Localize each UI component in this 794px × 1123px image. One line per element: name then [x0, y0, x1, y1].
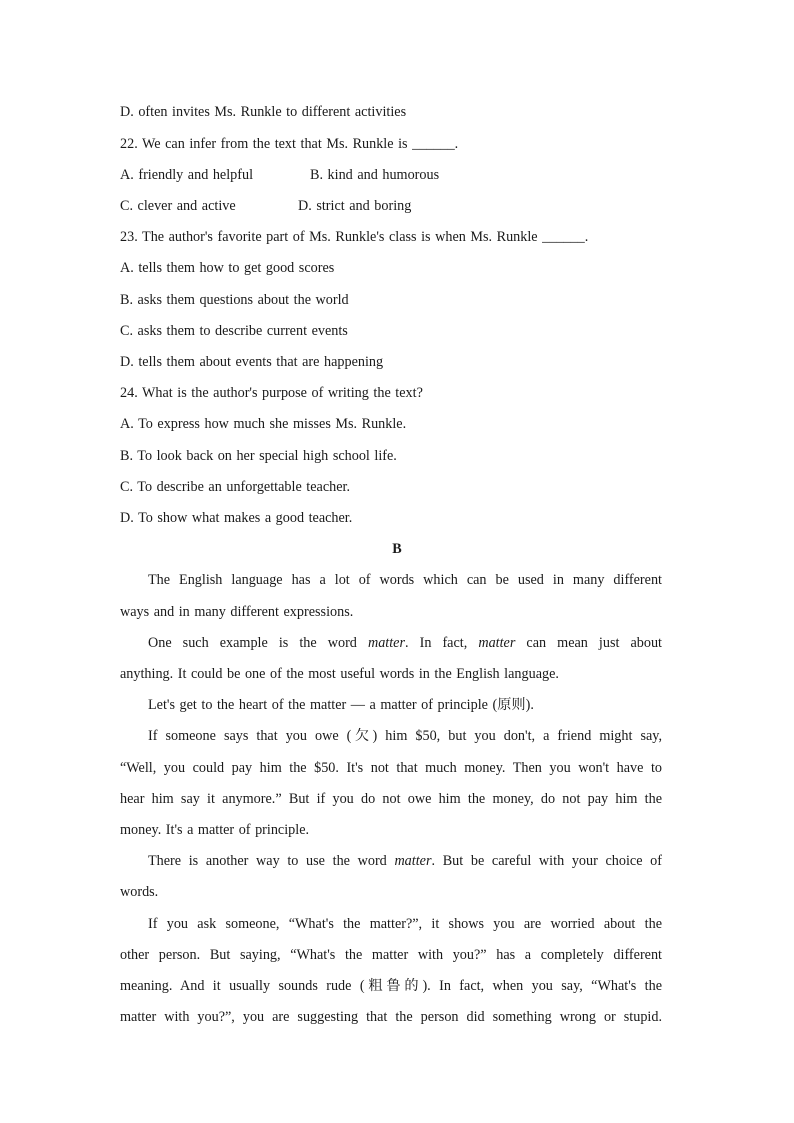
paragraph-line: If you ask someone, “What's the matter?”, it shows you are worried about the — [148, 916, 662, 932]
paragraph-line — [148, 633, 662, 653]
paragraph-line: meaning. And it usually sounds rude (粗鲁的). In fact, when you say, “What's the — [120, 978, 662, 994]
q23-option-c: C. asks them to describe current events — [120, 323, 348, 339]
q22-row-cd — [120, 196, 412, 216]
q22-option-d: D. strict and boring — [298, 198, 412, 214]
q22-row-ab — [120, 165, 440, 185]
italic-term: matter — [394, 853, 432, 869]
q23-option-b: B. asks them questions about the world — [120, 292, 349, 308]
paragraph-line — [148, 851, 662, 871]
section-heading: B — [392, 541, 402, 557]
paragraph-line: money. It's a matter of principle. — [120, 822, 310, 838]
paragraph-line: Let's get to the heart of the matter — a matter of principle (原则). — [148, 697, 534, 713]
paragraph-line: anything. It could be one of the most useful words in the English language. — [120, 666, 559, 682]
q21-option-d: D. often invites Ms. Runkle to different activities — [120, 104, 407, 120]
paragraph-line: other person. But saying, “What's the matter with you?” has a completely different — [120, 947, 662, 963]
text-run: One such example is the word — [148, 635, 368, 651]
q24-option-d: D. To show what makes a good teacher. — [120, 510, 353, 526]
q23-option-d: D. tells them about events that are happening — [120, 354, 384, 370]
paragraph-line: If someone says that you owe (欠) him $50, but you don't, a friend might say, — [148, 728, 662, 744]
q24-option-a: A. To express how much she misses Ms. Runkle. — [120, 416, 407, 432]
q22-option-a: A. friendly and helpful — [120, 167, 254, 183]
paragraph-line: hear him say it anymore.” But if you do not owe him the money, do not pay him the — [120, 791, 662, 807]
paragraph-line: ways and in many different expressions. — [120, 604, 354, 620]
italic-term: matter — [478, 635, 516, 651]
text-run: There is another way to use the word — [148, 853, 395, 869]
q24-option-c: C. To describe an unforgettable teacher. — [120, 479, 351, 495]
paragraph-line: matter with you?”, you are suggesting that the person did something wrong or stupid. — [120, 1009, 662, 1025]
q23-option-a: A. tells them how to get good scores — [120, 260, 335, 276]
text-run: . But be careful with your choice of — [431, 853, 662, 869]
q22-stem: 22. We can infer from the text that Ms. Runkle is ______. — [120, 136, 459, 152]
q22-option-c: C. clever and active — [120, 198, 236, 214]
q24-option-b: B. To look back on her special high school life. — [120, 448, 397, 464]
paragraph-line: “Well, you could pay him the $50. It's not that much money. Then you won't have to — [120, 760, 662, 776]
text-run: can mean just about — [515, 635, 662, 651]
paragraph-line: The English language has a lot of words which can be used in many different — [148, 572, 662, 588]
q22-option-b: B. kind and humorous — [310, 167, 440, 183]
text-run: . In fact, — [405, 635, 479, 651]
italic-term: matter — [367, 635, 405, 651]
paragraph-line: words. — [120, 884, 159, 900]
q23-stem: 23. The author's favorite part of Ms. Runkle's class is when Ms. Runkle ______. — [120, 229, 589, 245]
q24-stem: 24. What is the author's purpose of writing the text? — [120, 385, 423, 401]
